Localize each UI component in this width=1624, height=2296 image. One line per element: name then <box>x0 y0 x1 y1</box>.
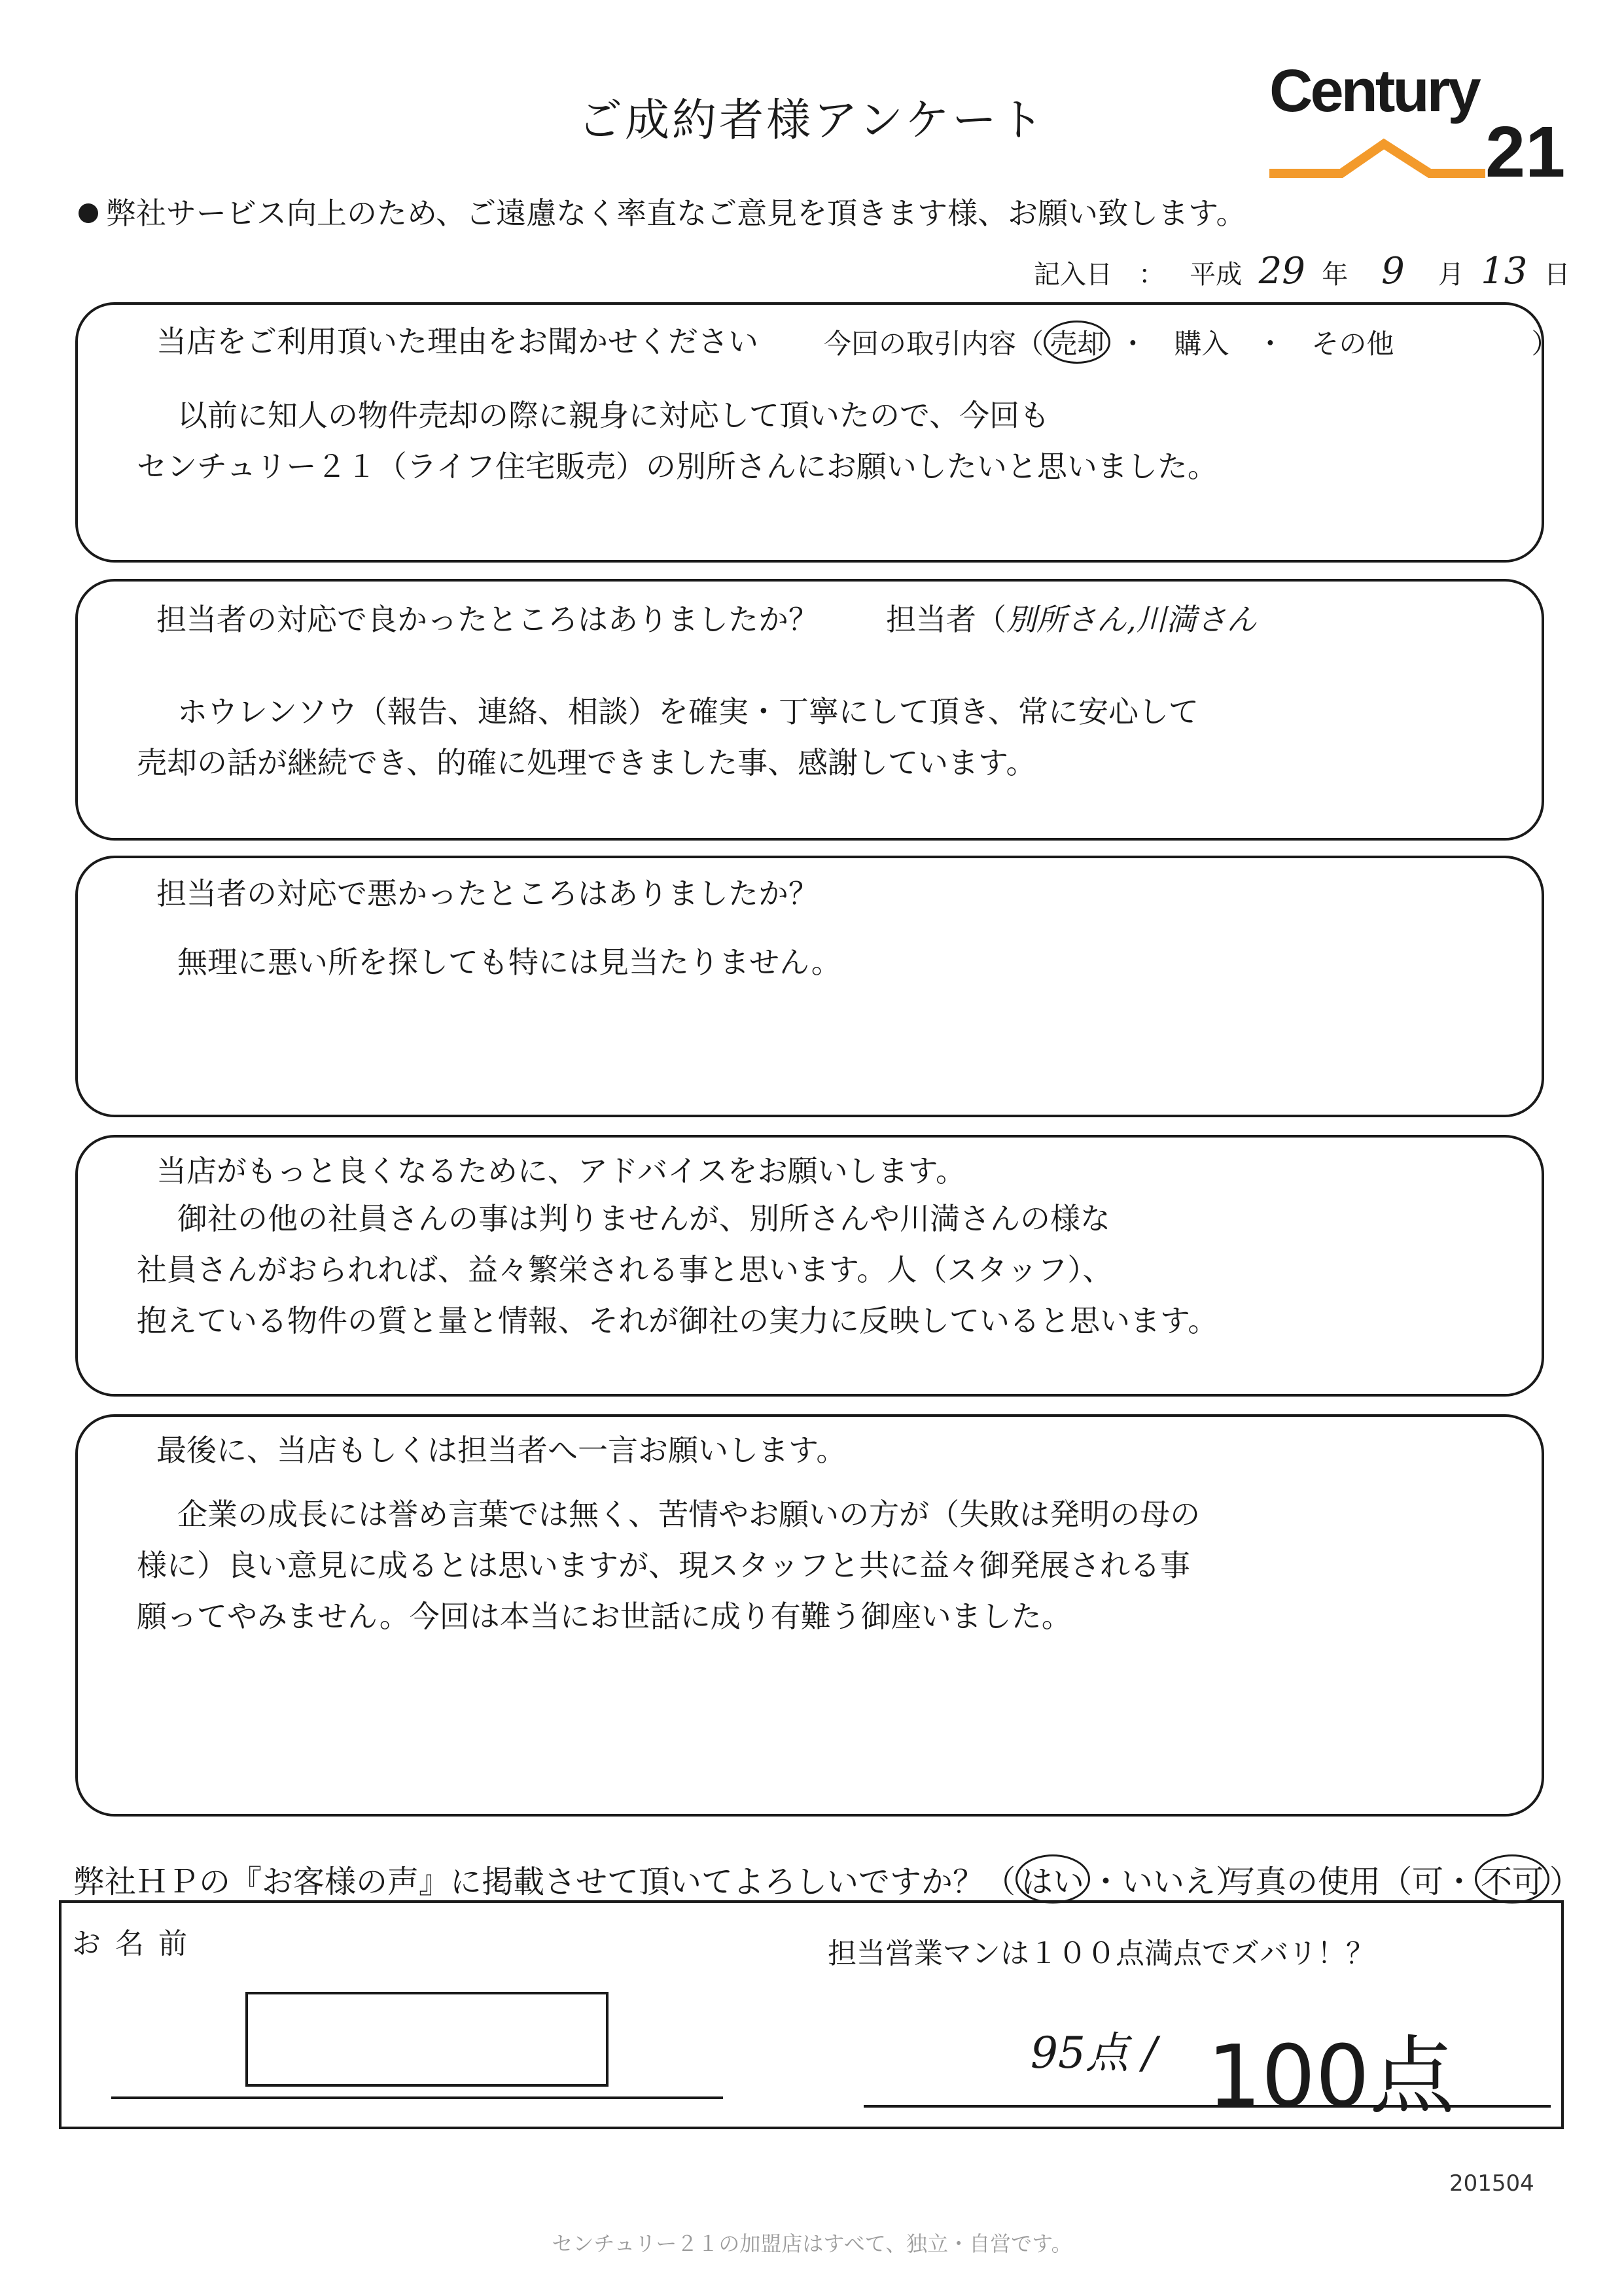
logo-wordmark: Century <box>1269 58 1479 124</box>
q2-box <box>75 579 1544 841</box>
staff-in-charge: 担当者（別所さん,川満さん <box>886 602 1257 637</box>
q2-question: 担当者の対応で良かったところはありましたか？ <box>156 602 819 637</box>
intro-text: 弊社サービス向上のため、ご遠慮なく率直なご意見を頂きます様、お願い致します。 <box>79 190 1246 233</box>
score-question: 担当営業マンは１００点満点でズバリ！？ <box>828 1937 1375 1970</box>
hp-consent: 弊社ＨＰの『お客様の声』に掲載させて頂いてよろしいですか？（ はい ・いいえ） <box>73 1854 1247 1904</box>
photo-not-allowed: 不可 <box>1475 1854 1549 1904</box>
redacted-name-box <box>245 1992 609 2087</box>
deal-type: 今回の取引内容（ 売却 ・ 購入 ・ その他 ） <box>824 321 1559 364</box>
q4-box <box>75 1135 1544 1397</box>
hp-consent-yes: はい <box>1015 1854 1090 1904</box>
q4-question: 当店がもっと良くなるために、アドバイスをお願いします。 <box>156 1153 966 1189</box>
name-underline <box>111 2096 723 2099</box>
score-underline <box>864 2105 1551 2108</box>
entry-date: 記入日 ： 平成 29 年 9 月 13 日 <box>1034 250 1570 292</box>
logo-roof <box>1269 144 1485 173</box>
q3-box <box>75 856 1544 1117</box>
date-day: 13 <box>1481 250 1528 292</box>
photo-usage: 写真の使用（可・ 不可 ） <box>1224 1854 1581 1904</box>
q5-question: 最後に、当店もしくは担当者へ一言お願いします。 <box>156 1433 847 1468</box>
q2-answer: ホウレンソウ（報告、連絡、相談）を確実・丁寧にして頂き、常に安心して 売却の話が継続でき、的確に処理できました事、感謝しています。 <box>137 694 1199 780</box>
q5-answer: 企業の成長には誉め言葉では無く、苦情やお願いの方が（失敗は発明の母の 様に）良い意見に成るとは思いますが、現スタッフと共に益々御発展される事 願ってやみません。今回は本当にお世話に成り有難う御座いました。 <box>137 1497 1201 1634</box>
footer-note: センチュリー２１の加盟店はすべて、独立・自営です。 <box>552 2231 1072 2256</box>
form-title: ご成約者様アンケート <box>578 95 1046 147</box>
form-code: 201504 <box>1449 2170 1534 2197</box>
staff-names: 別所さん,川満さん <box>1006 602 1257 637</box>
logo-number: 21 <box>1485 112 1566 192</box>
century21-logo <box>1269 46 1566 192</box>
score-total: 100点 <box>1207 2026 1455 2126</box>
q3-question: 担当者の対応で悪かったところはありましたか？ <box>156 876 819 911</box>
q1-box <box>75 302 1559 563</box>
bullet-icon <box>79 203 98 223</box>
q3-answer: 無理に悪い所を探しても特には見当たりません。 <box>177 945 841 980</box>
q4-answer: 御社の他の社員さんの事は判りませんが、別所さんや川満さんの様な 社員さんがおられれば、益々繁栄される事と思います。人（スタッフ）、 抱えている物件の質と量と情報、それが御社の実力に反映していると思います。 <box>137 1201 1218 1338</box>
score-given: 95点 / <box>1031 2028 1157 2078</box>
date-year: 29 <box>1258 250 1305 292</box>
date-month: 9 <box>1381 250 1405 292</box>
name-label: お名前 <box>72 1927 202 1960</box>
q1-answer: 以前に知人の物件売却の際に親身に対応して頂いたので、今回も センチュリー２１（ライフ住宅販売）の別所さんにお願いしたいと思いました。 <box>137 398 1218 484</box>
deal-selected: 売却 <box>1044 321 1110 364</box>
q1-question: 当店をご利用頂いた理由をお聞かせください <box>156 324 758 359</box>
q5-box <box>75 1414 1544 1817</box>
